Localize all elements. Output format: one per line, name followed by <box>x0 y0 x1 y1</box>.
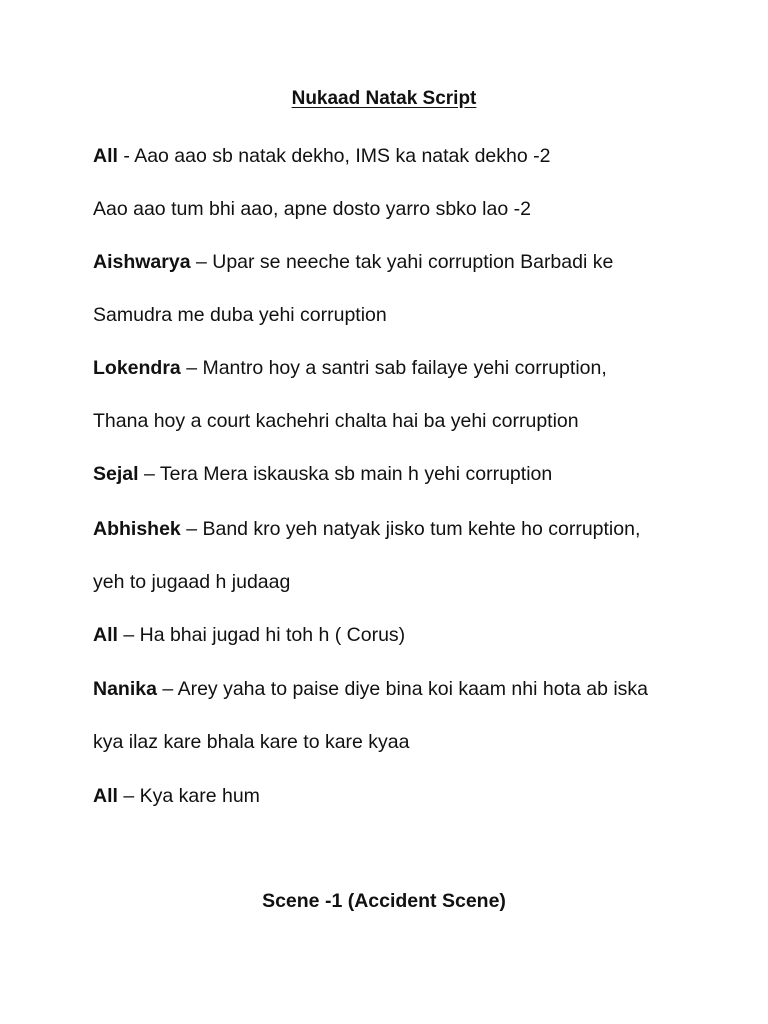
speaker-separator: – <box>180 518 203 540</box>
script-line <box>93 783 733 809</box>
speaker-name: Nanika <box>93 678 157 700</box>
speaker-separator: – <box>117 624 140 646</box>
dialogue-text: kya ilaz kare bhala kare to kare kyaa <box>93 731 410 753</box>
speaker-separator: – <box>190 251 213 273</box>
script-line <box>93 143 733 169</box>
script-line <box>93 249 733 275</box>
speaker-separator: – <box>138 463 160 485</box>
script-line <box>93 302 733 328</box>
speaker-separator: – <box>117 785 140 807</box>
script-line <box>93 355 733 381</box>
dialogue-text: Aao aao sb natak dekho, IMS ka natak dekho -2 <box>134 145 551 167</box>
document-title: Nukaad Natak Script <box>291 88 477 109</box>
dialogue-text: Upar se neeche tak yahi corruption Barbadi ke <box>212 251 614 273</box>
dialogue-text: Arey yaha to paise diye bina koi kaam nhi hota ab iska <box>177 678 649 700</box>
speaker-name: Lokendra <box>93 357 181 379</box>
speaker-name: Abhishek <box>93 518 181 540</box>
speaker-name: Sejal <box>93 463 139 485</box>
dialogue-text: Mantro hoy a santri sab failaye yehi corruption, <box>202 357 607 379</box>
dialogue-text: Ha bhai jugad hi toh h ( Corus) <box>139 624 406 646</box>
script-line <box>93 196 733 222</box>
script-line <box>93 729 733 755</box>
scene-heading: Scene -1 (Accident Scene) <box>262 890 506 912</box>
dialogue-text: Samudra me duba yehi corruption <box>93 304 387 326</box>
script-line <box>93 622 733 648</box>
script-line <box>93 676 733 702</box>
speaker-separator: - <box>117 145 135 167</box>
dialogue-text: Kya kare hum <box>139 785 260 807</box>
speaker-name: All <box>93 785 118 807</box>
dialogue-text: Band kro yeh natyak jisko tum kehte ho corruption, <box>202 518 641 540</box>
speaker-separator: – <box>156 678 178 700</box>
speaker-name: All <box>93 624 118 646</box>
script-line <box>93 516 733 542</box>
script-line <box>93 461 733 487</box>
dialogue-text: Thana hoy a court kachehri chalta hai ba yehi corruption <box>93 410 579 432</box>
script-line <box>93 569 733 595</box>
speaker-separator: – <box>180 357 203 379</box>
speaker-name: All <box>93 145 118 167</box>
dialogue-text: Tera Mera iskauska sb main h yehi corruption <box>159 463 553 485</box>
speaker-name: Aishwarya <box>93 251 191 273</box>
dialogue-text: Aao aao tum bhi aao, apne dosto yarro sbko lao -2 <box>93 198 531 220</box>
dialogue-text: yeh to jugaad h judaag <box>93 571 291 593</box>
script-line <box>93 408 733 434</box>
